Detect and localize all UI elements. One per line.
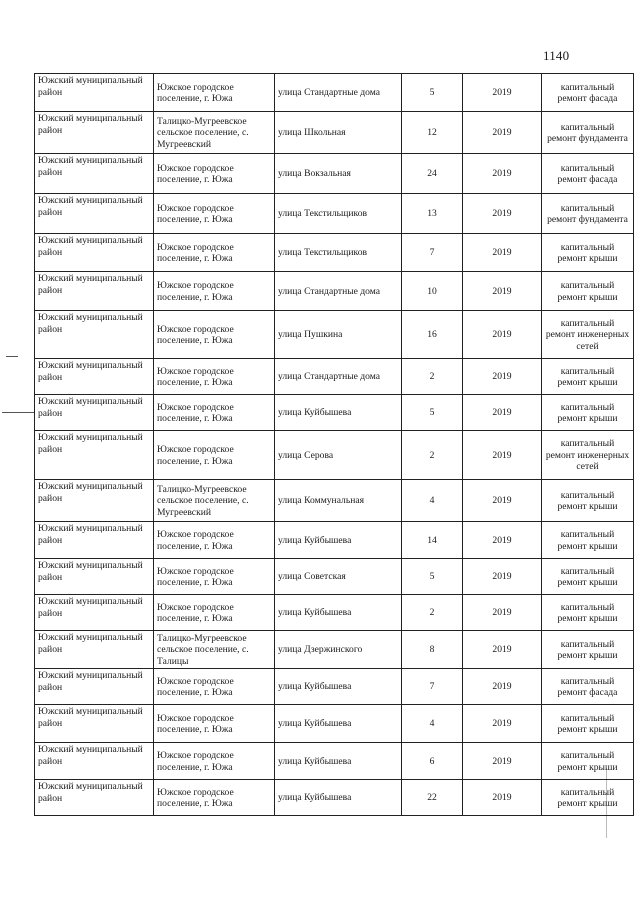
street-cell: улица Советская	[275, 559, 402, 595]
street-cell: улица Школьная	[275, 112, 402, 154]
settlement-cell: Южское городское поселение, г. Южа	[154, 522, 275, 559]
work-type-cell: капитальный ремонт фундамента	[542, 194, 634, 234]
table-row	[35, 431, 634, 480]
table-row	[35, 631, 634, 669]
settlement-cell: Южское городское поселение, г. Южа	[154, 395, 275, 431]
house-number-cell: 5	[402, 74, 463, 112]
settlement-cell: Южское городское поселение, г. Южа	[154, 194, 275, 234]
district-cell: Южский муниципальный район	[35, 631, 154, 669]
settlement-cell: Южское городское поселение, г. Южа	[154, 154, 275, 194]
table-row	[35, 154, 634, 194]
year-cell: 2019	[463, 311, 542, 359]
work-type-cell: капитальный ремонт крыши	[542, 395, 634, 431]
house-number-cell: 2	[402, 431, 463, 480]
year-cell: 2019	[463, 669, 542, 705]
table-row	[35, 234, 634, 272]
settlement-cell: Южское городское поселение, г. Южа	[154, 311, 275, 359]
year-cell: 2019	[463, 480, 542, 522]
work-type-cell: капитальный ремонт крыши	[542, 743, 634, 780]
district-cell: Южский муниципальный район	[35, 395, 154, 431]
work-type-cell: капитальный ремонт фундамента	[542, 112, 634, 154]
district-cell: Южский муниципальный район	[35, 595, 154, 631]
work-type-cell: капитальный ремонт крыши	[542, 234, 634, 272]
house-number-cell: 7	[402, 234, 463, 272]
street-cell: улица Стандартные дома	[275, 359, 402, 395]
year-cell: 2019	[463, 154, 542, 194]
table-row	[35, 74, 634, 112]
settlement-cell: Южское городское поселение, г. Южа	[154, 559, 275, 595]
table-row	[35, 780, 634, 816]
district-cell: Южский муниципальный район	[35, 669, 154, 705]
district-cell: Южский муниципальный район	[35, 74, 154, 112]
table-row	[35, 112, 634, 154]
work-type-cell: капитальный ремонт фасада	[542, 74, 634, 112]
settlement-cell: Талицко-Мугреевское сельское поселение, с. Мугреевский	[154, 112, 275, 154]
district-cell: Южский муниципальный район	[35, 154, 154, 194]
district-cell: Южский муниципальный район	[35, 272, 154, 311]
work-type-cell: капитальный ремонт крыши	[542, 480, 634, 522]
table-row	[35, 559, 634, 595]
work-type-cell: капитальный ремонт крыши	[542, 631, 634, 669]
table-row	[35, 522, 634, 559]
street-cell: улица Куйбышева	[275, 595, 402, 631]
year-cell: 2019	[463, 272, 542, 311]
house-number-cell: 22	[402, 780, 463, 816]
margin-mark	[6, 356, 18, 357]
district-cell: Южский муниципальный район	[35, 480, 154, 522]
table-row	[35, 705, 634, 743]
work-type-cell: капитальный ремонт инженерных сетей	[542, 431, 634, 480]
work-type-cell: капитальный ремонт крыши	[542, 595, 634, 631]
work-type-cell: капитальный ремонт фасада	[542, 669, 634, 705]
settlement-cell: Южское городское поселение, г. Южа	[154, 595, 275, 631]
work-type-cell: капитальный ремонт фасада	[542, 154, 634, 194]
house-number-cell: 13	[402, 194, 463, 234]
settlement-cell: Южское городское поселение, г. Южа	[154, 431, 275, 480]
work-type-cell: капитальный ремонт крыши	[542, 359, 634, 395]
table-row	[35, 311, 634, 359]
table-row	[35, 395, 634, 431]
settlement-cell: Южское городское поселение, г. Южа	[154, 234, 275, 272]
year-cell: 2019	[463, 395, 542, 431]
street-cell: улица Куйбышева	[275, 669, 402, 705]
house-number-cell: 4	[402, 480, 463, 522]
street-cell: улица Куйбышева	[275, 522, 402, 559]
house-number-cell: 7	[402, 669, 463, 705]
table-row	[35, 272, 634, 311]
work-type-cell: капитальный ремонт крыши	[542, 780, 634, 816]
house-number-cell: 5	[402, 559, 463, 595]
district-cell: Южский муниципальный район	[35, 112, 154, 154]
house-number-cell: 16	[402, 311, 463, 359]
table-row	[35, 669, 634, 705]
settlement-cell: Южское городское поселение, г. Южа	[154, 780, 275, 816]
year-cell: 2019	[463, 522, 542, 559]
year-cell: 2019	[463, 705, 542, 743]
street-cell: улица Коммунальная	[275, 480, 402, 522]
page-number: 1140	[543, 48, 570, 63]
work-type-cell: капитальный ремонт инженерных сетей	[542, 311, 634, 359]
street-cell: улица Куйбышева	[275, 743, 402, 780]
year-cell: 2019	[463, 234, 542, 272]
district-cell: Южский муниципальный район	[35, 559, 154, 595]
district-cell: Южский муниципальный район	[35, 359, 154, 395]
table-row	[35, 595, 634, 631]
year-cell: 2019	[463, 194, 542, 234]
table-row	[35, 359, 634, 395]
work-type-cell: капитальный ремонт крыши	[542, 522, 634, 559]
street-cell: улица Серова	[275, 431, 402, 480]
settlement-cell: Южское городское поселение, г. Южа	[154, 359, 275, 395]
district-cell: Южский муниципальный район	[35, 743, 154, 780]
house-number-cell: 2	[402, 359, 463, 395]
year-cell: 2019	[463, 74, 542, 112]
settlement-cell: Талицко-Мугреевское сельское поселение, с. Талицы	[154, 631, 275, 669]
work-type-cell: капитальный ремонт крыши	[542, 559, 634, 595]
street-cell: улица Стандартные дома	[275, 74, 402, 112]
table-row	[35, 194, 634, 234]
settlement-cell: Талицко-Мугреевское сельское поселение, с. Мугреевский	[154, 480, 275, 522]
table-row	[35, 480, 634, 522]
year-cell: 2019	[463, 559, 542, 595]
settlement-cell: Южское городское поселение, г. Южа	[154, 705, 275, 743]
street-cell: улица Вокзальная	[275, 154, 402, 194]
house-number-cell: 24	[402, 154, 463, 194]
house-number-cell: 2	[402, 595, 463, 631]
year-cell: 2019	[463, 595, 542, 631]
street-cell: улица Стандартные дома	[275, 272, 402, 311]
district-cell: Южский муниципальный район	[35, 705, 154, 743]
street-cell: улица Куйбышева	[275, 780, 402, 816]
year-cell: 2019	[463, 631, 542, 669]
street-cell: улица Дзержинского	[275, 631, 402, 669]
street-cell: улица Пушкина	[275, 311, 402, 359]
work-type-cell: капитальный ремонт крыши	[542, 705, 634, 743]
house-number-cell: 14	[402, 522, 463, 559]
work-type-cell: капитальный ремонт крыши	[542, 272, 634, 311]
house-number-cell: 12	[402, 112, 463, 154]
district-cell: Южский муниципальный район	[35, 780, 154, 816]
table-row	[35, 743, 634, 780]
repair-schedule-table	[34, 73, 634, 816]
year-cell: 2019	[463, 359, 542, 395]
street-cell: улица Текстильщиков	[275, 194, 402, 234]
district-cell: Южский муниципальный район	[35, 522, 154, 559]
year-cell: 2019	[463, 112, 542, 154]
house-number-cell: 6	[402, 743, 463, 780]
year-cell: 2019	[463, 780, 542, 816]
settlement-cell: Южское городское поселение, г. Южа	[154, 272, 275, 311]
year-cell: 2019	[463, 431, 542, 480]
house-number-cell: 5	[402, 395, 463, 431]
district-cell: Южский муниципальный район	[35, 194, 154, 234]
settlement-cell: Южское городское поселение, г. Южа	[154, 74, 275, 112]
margin-mark	[2, 412, 35, 413]
district-cell: Южский муниципальный район	[35, 431, 154, 480]
settlement-cell: Южское городское поселение, г. Южа	[154, 743, 275, 780]
district-cell: Южский муниципальный район	[35, 234, 154, 272]
street-cell: улица Текстильщиков	[275, 234, 402, 272]
year-cell: 2019	[463, 743, 542, 780]
table-body	[35, 74, 634, 816]
street-cell: улица Куйбышева	[275, 705, 402, 743]
settlement-cell: Южское городское поселение, г. Южа	[154, 669, 275, 705]
house-number-cell: 8	[402, 631, 463, 669]
house-number-cell: 10	[402, 272, 463, 311]
house-number-cell: 4	[402, 705, 463, 743]
street-cell: улица Куйбышева	[275, 395, 402, 431]
district-cell: Южский муниципальный район	[35, 311, 154, 359]
